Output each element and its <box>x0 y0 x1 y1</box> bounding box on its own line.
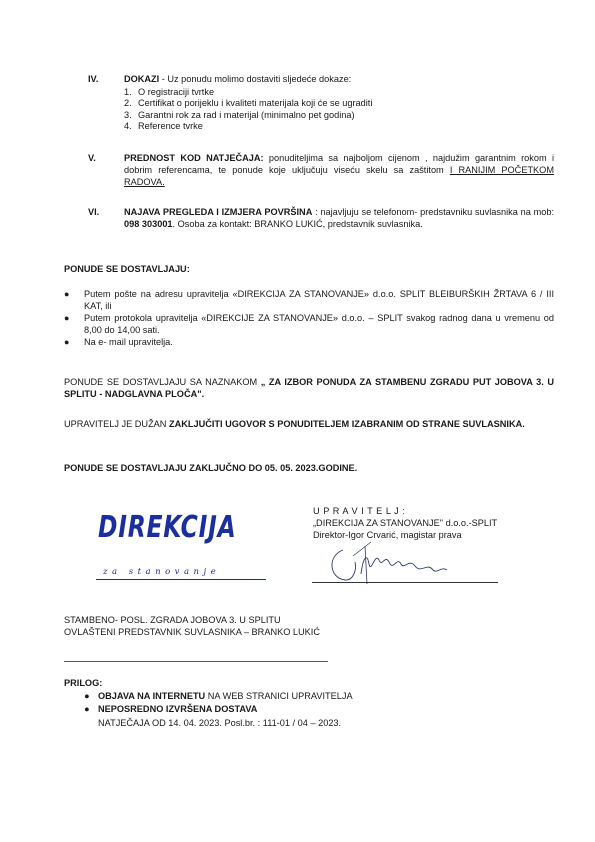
evidence-item <box>124 86 372 97</box>
evidence-item <box>124 97 372 108</box>
section-vi-title: NAJAVA PREGLEDA I IZMJERA POVRŠINA <box>124 207 313 217</box>
section-vi-body <box>124 206 554 230</box>
marking-paragraph <box>64 376 554 400</box>
marking-bold: „ ZA IZBOR PONUDA ZA STAMBENU ZGRADU PUT JOBOVA 3. U SPLITU - NADGLAVNA PLOČA". <box>64 377 554 399</box>
building-line2: OVLAŠTENI PREDSTAVNIK SUVLASNIKA – BRANKO LUKIĆ <box>64 627 320 637</box>
bullet-dot-icon: ● <box>84 691 90 701</box>
marking-lead: PONUDE SE DOSTAVLJAJU SA NAZNAKOM <box>64 377 261 387</box>
section-iv-intro: - Uz ponudu molimo dostaviti sljedeće dokaze: <box>159 74 352 84</box>
section-v-body <box>124 152 554 188</box>
delivery-bullet-text: Putem pošte na adresu upravitelja «DIREKCIJA ZA STANOVANJE» d.o.o. SPLIT BLEIBURŠKIH ŽRTAVA 6 / III KAT, ili <box>84 289 554 311</box>
section-v-title: PREDNOST KOD NATJEČAJA: <box>124 153 264 163</box>
manager-label: U P R A V I T E L J : <box>313 506 406 516</box>
bullet-dot-icon: ● <box>64 313 70 323</box>
evidence-item-text: Reference tvrke <box>138 121 203 132</box>
direkcija-logo: DIREKCIJA <box>98 510 237 545</box>
bullet-dot-icon: ● <box>64 289 70 299</box>
evidence-item-number: 4. <box>124 121 132 132</box>
building-line1: STAMBENO- POSL. ZGRADA JOBOVA 3. U SPLITU <box>64 615 281 625</box>
section-iv-number: IV. <box>88 74 99 84</box>
deadline-text: PONUDE SE DOSTAVLJAJU ZAKLJUČNO DO 05. 05. 2023.GODINE. <box>64 463 358 473</box>
manager-company: „DIREKCIJA ZA STANOVANJE" d.o.o.-SPLIT <box>313 518 498 528</box>
logo-subtitle: za stanovanje <box>103 567 221 577</box>
attachment-heading: PRILOG: <box>64 678 103 688</box>
evidence-item-text: Garantni rok za rad i materijal (minimalno pet godina) <box>138 109 355 120</box>
section-vi-number: VI. <box>88 207 100 217</box>
section-v-text: ponuditeljima sa najboljom cijenom , najdužim garantnim rokom i dobrim referencama, te ponude koje uključuju viseću skelu sa zaštitom <box>124 153 554 175</box>
obligation-paragraph <box>64 418 554 430</box>
attachment-item2-bold: NEPOSREDNO IZVRŠENA DOSTAVA <box>98 704 258 714</box>
attachment-bullet <box>84 703 257 715</box>
signature-line <box>312 582 498 583</box>
delivery-heading: PONUDE SE DOSTAVLJAJU: <box>64 264 190 274</box>
evidence-item <box>124 120 372 131</box>
manager-director: Direktor-Igor Crvarić, magistar prava <box>313 530 462 540</box>
delivery-bullet-text: Na e- mail upravitelja. <box>84 337 173 347</box>
attachment-bullet <box>84 690 353 702</box>
evidence-item-number: 3. <box>124 109 132 120</box>
logo-underline <box>96 579 266 580</box>
bullet-dot-icon: ● <box>84 704 90 714</box>
obligation-lead: UPRAVITELJ JE DUŽAN <box>64 419 169 429</box>
section-iv-title: DOKAZI <box>124 74 160 84</box>
evidence-item-text: O registraciji tvrtke <box>138 87 215 97</box>
evidence-item <box>124 109 372 120</box>
section-v-underlined: I RANIJIM POČETKOM RADOVA. <box>124 165 554 187</box>
attachment-last-line: NATJEČAJA OD 14. 04. 2023. Posl.br. : 111-01 / 04 – 2023. <box>98 718 342 728</box>
evidence-item-text: Certifikat o porijeklu i kvaliteti materijala koji će se ugraditi <box>138 98 373 109</box>
evidence-item-number: 2. <box>124 98 132 109</box>
obligation-bold: ZAKLJUČITI UGOVOR S PONUDITELJEM IZABRANIM OD STRANE SUVLASNIKA. <box>169 419 525 429</box>
section-vi-text2: . Osoba za kontakt: BRANKO LUKIĆ, predstavnik suvlasnika. <box>172 219 423 229</box>
attachment-item1-bold: OBJAVA NA INTERNETU <box>98 691 206 701</box>
section-vi-text1: : najavljuju se telefonom- predstavniku suvlasnika na mob: <box>312 207 555 217</box>
delivery-bullet-text: Putem protokola upravitelja «DIREKCIJE ZA STANOVANJE» d.o.o. – SPLIT svakog radnog dana u vremenu od 8,00 do 14,00 sati. <box>84 313 554 335</box>
bullet-dot-icon: ● <box>64 337 70 347</box>
separator-line <box>64 661 328 662</box>
attachment-item1-rest: NA WEB STRANICI UPRAVITELJA <box>205 691 353 701</box>
contact-phone: 098 303001 <box>124 219 173 229</box>
evidence-list <box>124 86 372 132</box>
section-iv-header <box>124 73 351 85</box>
director-signature <box>305 540 475 588</box>
section-v-number: V. <box>88 153 96 163</box>
evidence-item-number: 1. <box>124 87 132 97</box>
